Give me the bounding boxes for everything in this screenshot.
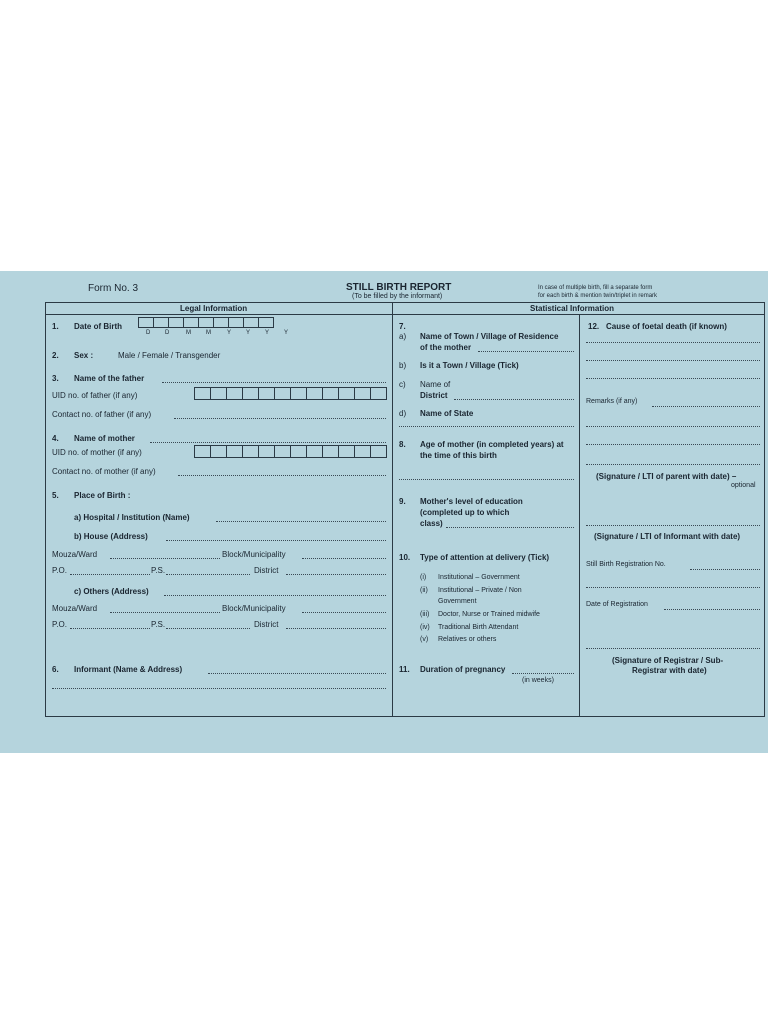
house-address-field[interactable]	[166, 540, 386, 541]
uid-box[interactable]	[322, 445, 339, 458]
cause-field-3[interactable]	[586, 378, 760, 379]
remarks-label: Remarks (if any)	[586, 398, 638, 405]
mother-uid-label: UID no. of mother (if any)	[52, 448, 142, 457]
option-institutional-private[interactable]: Institutional – Private / Non	[438, 587, 522, 594]
uid-box[interactable]	[338, 445, 355, 458]
uid-box[interactable]	[194, 387, 211, 400]
dob-box[interactable]	[228, 317, 244, 328]
date-letter-m1: M	[186, 330, 191, 336]
uid-box[interactable]	[338, 387, 355, 400]
dob-box[interactable]	[243, 317, 259, 328]
mother-age-label-2: the time of this birth	[420, 451, 497, 460]
remarks-field-2[interactable]	[586, 426, 760, 427]
heading-divider	[45, 314, 765, 315]
district-label-stat: Name of	[420, 380, 451, 389]
dob-box[interactable]	[258, 317, 274, 328]
mother-name-label: Name of mother	[74, 434, 135, 443]
option-traditional-attendant[interactable]: Traditional Birth Attendant	[438, 624, 519, 631]
uid-box[interactable]	[226, 445, 243, 458]
sex-label: Sex :	[74, 351, 94, 360]
uid-box[interactable]	[370, 387, 387, 400]
mouza-field-1[interactable]	[110, 558, 220, 559]
mother-contact-field[interactable]	[178, 475, 386, 476]
option-institutional-govt[interactable]: Institutional – Government	[438, 574, 520, 581]
informant-signature-label: (Signature / LTI of Informant with date)	[594, 532, 741, 541]
uid-box[interactable]	[242, 445, 259, 458]
date-of-birth-label: Date of Birth	[74, 322, 122, 331]
block-label-2: Block/Municipality	[222, 604, 286, 613]
po-label-1: P.O.	[52, 566, 67, 575]
education-label-2: (completed up to which	[420, 508, 510, 517]
registration-number-label: Still Birth Registration No.	[586, 561, 666, 568]
cause-of-death-label: Cause of foetal death (if known)	[606, 322, 727, 331]
registration-date-label: Date of Registration	[586, 601, 648, 608]
dob-box[interactable]	[198, 317, 214, 328]
q7b-mark: b)	[399, 361, 407, 370]
q3-number: 3.	[52, 374, 59, 383]
registrar-signature-line[interactable]	[586, 648, 760, 649]
state-label: Name of State	[420, 409, 474, 418]
uid-box[interactable]	[322, 387, 339, 400]
block-field-2[interactable]	[302, 612, 386, 613]
q9-number: 9.	[399, 497, 406, 506]
q11-number: 11.	[399, 665, 410, 674]
registration-number-field[interactable]	[690, 569, 760, 570]
father-name-field[interactable]	[162, 382, 386, 383]
q7-number: 7.	[399, 322, 406, 331]
uid-box[interactable]	[354, 387, 371, 400]
town-village-label: Name of Town / Village of Residence	[420, 332, 559, 341]
uid-box[interactable]	[306, 445, 323, 458]
q5-number: 5.	[52, 491, 59, 500]
pregnancy-duration-label: Duration of pregnancy	[420, 665, 506, 674]
q6-number: 6.	[52, 665, 59, 674]
district-label-stat-2: District	[420, 391, 448, 400]
town-village-label-2: of the mother	[420, 343, 472, 352]
remarks-field-3[interactable]	[586, 444, 760, 445]
q8-number: 8.	[399, 440, 406, 449]
q4-number: 4.	[52, 434, 59, 443]
column-divider-2	[579, 314, 580, 717]
statistical-heading: Statistical Information	[530, 304, 615, 313]
form-title: STILL BIRTH REPORT	[346, 282, 452, 293]
form-number: Form No. 3	[88, 283, 139, 294]
q7c-mark: c)	[399, 380, 406, 389]
cause-field-1[interactable]	[586, 342, 760, 343]
date-letter-y3: Y	[265, 330, 270, 336]
education-field[interactable]	[446, 527, 574, 528]
form-subtitle: (To be filled by the informant)	[352, 293, 443, 300]
uid-box[interactable]	[290, 387, 307, 400]
uid-box[interactable]	[210, 445, 227, 458]
education-label: Mother's level of education	[420, 497, 523, 506]
uid-box[interactable]	[210, 387, 227, 400]
dob-box[interactable]	[183, 317, 199, 328]
uid-box[interactable]	[290, 445, 307, 458]
ps-label-2: P.S.	[151, 620, 166, 629]
pregnancy-duration-unit: (in weeks)	[522, 677, 554, 684]
option-mark-1: (i)	[420, 574, 427, 581]
district-field-2[interactable]	[286, 628, 386, 629]
po-label-2: P.O.	[52, 620, 67, 629]
date-letter-y1: Y	[227, 330, 232, 336]
cause-field-2[interactable]	[586, 360, 760, 361]
block-label-1: Block/Municipality	[222, 550, 286, 559]
ps-field-1[interactable]	[166, 574, 250, 575]
parent-signature-label: (Signature / LTI of parent with date) –	[596, 472, 737, 481]
q12-number: 12.	[588, 322, 600, 331]
q1-number: 1.	[52, 322, 59, 331]
multiple-birth-note-1: In case of multiple birth, fill a separate form	[538, 285, 653, 291]
q7d-mark: d)	[399, 409, 407, 418]
q10-number: 10.	[399, 553, 411, 562]
sex-options[interactable]: Male / Female / Transgender	[118, 351, 221, 360]
remarks-field-1[interactable]	[652, 406, 760, 407]
attention-label: Type of attention at delivery (Tick)	[420, 553, 550, 562]
district-label-2: District	[254, 620, 279, 629]
education-label-3: class)	[420, 519, 443, 528]
hospital-label: a) Hospital / Institution (Name)	[74, 513, 190, 522]
dob-box[interactable]	[168, 317, 184, 328]
uid-box[interactable]	[306, 387, 323, 400]
block-field-1[interactable]	[302, 558, 386, 559]
option-mark-4: (iv)	[420, 624, 430, 631]
ps-label-1: P.S.	[151, 566, 166, 575]
town-village-field[interactable]	[478, 351, 574, 352]
date-letter-d1: D	[146, 330, 151, 336]
dob-box[interactable]	[153, 317, 169, 328]
state-field[interactable]	[399, 426, 574, 427]
po-field-1[interactable]	[70, 574, 150, 575]
parent-signature-optional: optional	[731, 482, 756, 489]
ps-field-2[interactable]	[166, 628, 250, 629]
uid-box[interactable]	[354, 445, 371, 458]
uid-box[interactable]	[370, 445, 387, 458]
father-name-label: Name of the father	[74, 374, 145, 383]
dob-box[interactable]	[213, 317, 229, 328]
others-address-field[interactable]	[164, 595, 386, 596]
q7a-mark: a)	[399, 332, 407, 341]
father-contact-field[interactable]	[174, 418, 386, 419]
option-relatives[interactable]: Relatives or others	[438, 636, 497, 643]
district-field-1[interactable]	[286, 574, 386, 575]
others-address-label: c) Others (Address)	[74, 587, 149, 596]
hospital-field[interactable]	[216, 521, 386, 522]
place-of-birth-label: Place of Birth :	[74, 491, 131, 500]
uid-box[interactable]	[226, 387, 243, 400]
uid-box[interactable]	[258, 445, 275, 458]
mouza-field-2[interactable]	[110, 612, 220, 613]
date-letter-d2: D	[165, 330, 170, 336]
multiple-birth-note-2: for each birth & mention twin/triplet in remark	[538, 293, 658, 299]
father-contact-label: Contact no. of father (if any)	[52, 410, 152, 419]
registrar-signature-label-2: Registrar with date)	[632, 666, 707, 675]
pregnancy-duration-field[interactable]	[512, 673, 574, 674]
informant-field-1[interactable]	[208, 673, 386, 674]
date-letter-y2: Y	[246, 330, 251, 336]
mouza-label-2: Mouza/Ward	[52, 604, 98, 613]
uid-box[interactable]	[242, 387, 259, 400]
mother-contact-label: Contact no. of mother (if any)	[52, 467, 156, 476]
parent-signature-line[interactable]	[586, 464, 760, 465]
informant-field-2[interactable]	[52, 688, 386, 689]
po-field-2[interactable]	[70, 628, 150, 629]
q2-number: 2.	[52, 351, 59, 360]
uid-box[interactable]	[194, 445, 211, 458]
informant-signature-line[interactable]	[586, 525, 760, 526]
mother-name-field[interactable]	[150, 442, 386, 443]
option-doctor-nurse[interactable]: Doctor, Nurse or Trained midwife	[438, 611, 540, 618]
uid-box[interactable]	[274, 445, 291, 458]
option-mark-5: (v)	[420, 636, 429, 643]
town-or-village-tick-label: Is it a Town / Village (Tick)	[420, 361, 519, 370]
district-field-stat[interactable]	[454, 399, 574, 400]
date-of-birth-boxes[interactable]	[138, 317, 273, 328]
informant-label: Informant (Name & Address)	[74, 665, 183, 674]
option-mark-3: (iii)	[420, 611, 430, 618]
house-address-label: b) House (Address)	[74, 532, 148, 541]
mother-age-field[interactable]	[399, 479, 574, 480]
dob-box[interactable]	[138, 317, 154, 328]
father-uid-boxes[interactable]	[194, 387, 386, 400]
date-letter-y4: Y	[284, 330, 289, 336]
mouza-label-1: Mouza/Ward	[52, 550, 98, 559]
legal-heading: Legal Information	[180, 304, 248, 313]
district-label-1: District	[254, 566, 279, 575]
mother-uid-boxes[interactable]	[194, 445, 386, 458]
option-institutional-private-2: Government	[438, 598, 477, 605]
mother-age-label: Age of mother (in completed years) at	[420, 440, 564, 449]
registration-number-field-2[interactable]	[586, 587, 760, 588]
registration-date-field[interactable]	[664, 609, 760, 610]
father-uid-label: UID no. of father (if any)	[52, 391, 138, 400]
registrar-signature-label: (Signature of Registrar / Sub-	[612, 656, 724, 665]
option-mark-2: (ii)	[420, 587, 428, 594]
uid-box[interactable]	[274, 387, 291, 400]
date-letter-m2: M	[206, 330, 211, 336]
uid-box[interactable]	[258, 387, 275, 400]
column-divider-1	[392, 302, 393, 717]
